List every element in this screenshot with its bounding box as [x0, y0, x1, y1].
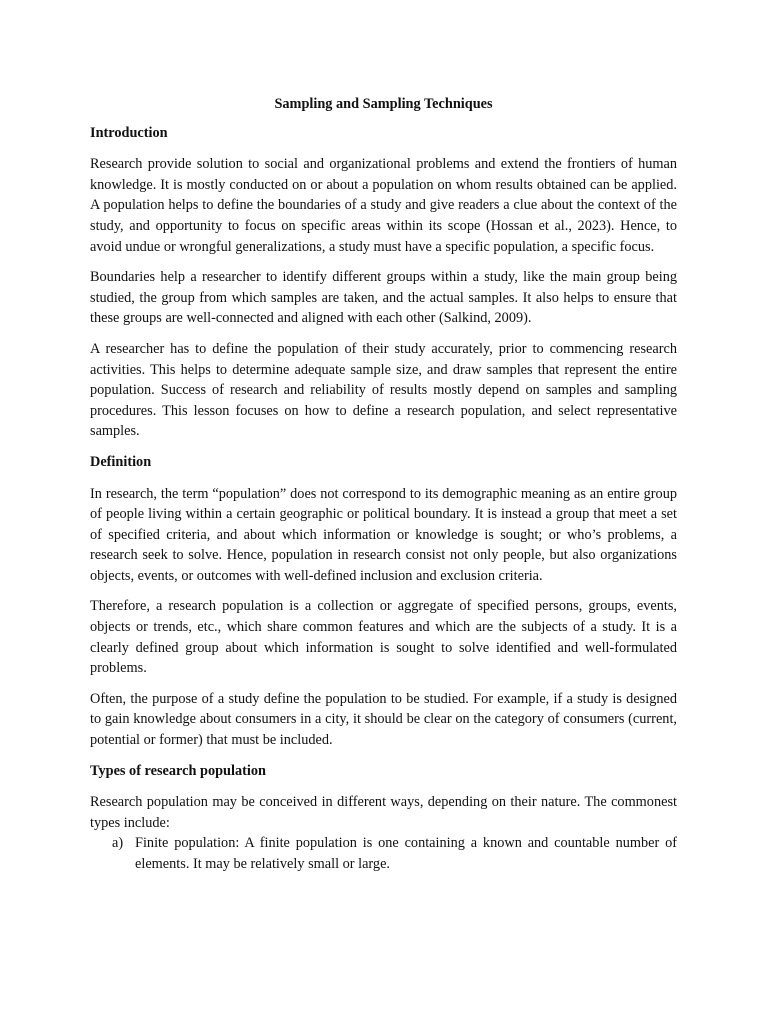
definition-heading: Definition: [90, 453, 152, 470]
population-types-list: [90, 833, 677, 874]
types-intro-paragraph: Research population may be conceived in different ways, depending on their nature. The commonest types include:: [90, 794, 677, 831]
list-item-marker: a): [112, 835, 124, 852]
document-title: Sampling and Sampling Techniques: [274, 96, 493, 112]
list-item-text: Finite population: A finite population is one containing a known and countable number of elements. It may be relatively small or large.: [135, 835, 677, 872]
definition-paragraph-3: Often, the purpose of a study define the population to be studied. For example, if a study is designed to gain knowledge about consumers in a city, it should be clear on the category of consumers (current, potential or former) that must be included.: [90, 690, 677, 749]
introduction-paragraph-3: A researcher has to define the population of their study accurately, prior to commencing research activities. This helps to determine adequate sample size, and draw samples that represent the entire population. Success of research and reliability of results mostly depend on samples and sampling procedures. This lesson focuses on how to define a research population, and select representative samples.: [90, 340, 677, 440]
definition-paragraph-1: In research, the term “population” does not correspond to its demographic meaning as an entire group of people living within a certain geographic or political boundary. It is instead a group that meet a set of specified criteria, and about which information or knowledge is sought; or who’s problems, a research seek to solve. Hence, population in research consist not only people, but also organizations objects, events, or outcomes with well-defined inclusion and exclusion criteria.: [90, 485, 677, 584]
introduction-paragraph-2: Boundaries help a researcher to identify different groups within a study, like the main group being studied, the group from which samples are taken, and the actual samples. It also helps to ensure that these groups are well-connected and aligned with each other (Salkind, 2009).: [90, 269, 677, 327]
definition-paragraph-2: Therefore, a research population is a collection or aggregate of specified persons, groups, events, objects or trends, etc., which share common features and which are the subjects of a study. It is a clearly defined group about which information is sought to solve identified and well-formulated problems.: [90, 598, 677, 677]
list-item: [90, 833, 677, 874]
document-body: [90, 94, 677, 875]
introduction-heading: Introduction: [90, 124, 168, 141]
types-heading: Types of research population: [90, 762, 266, 779]
introduction-paragraph-1: Research provide solution to social and organizational problems and extend the frontiers of human knowledge. It is mostly conducted on or about a population on whom results obtained can be applied. A population helps to define the boundaries of a study and give readers a clue about the context of the study, and opportunity to focus on specific areas within its scope (Hossan et al., 2023). Hence, to avoid undue or wrongful generalizations, a study must have a specific population, a specific focus.: [90, 156, 677, 255]
